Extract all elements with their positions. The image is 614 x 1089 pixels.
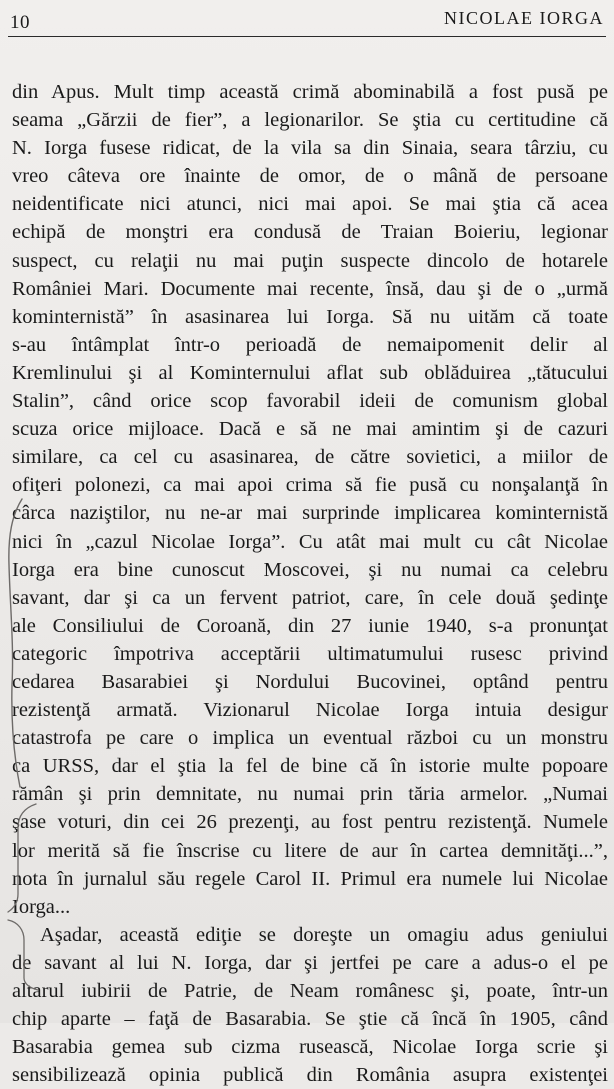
text-line: din Apus. Mult timp această crimă abominabilă a fost pusă pe (12, 81, 608, 103)
text-line: Aşadar, această ediţie se doreşte un omagiu adus geniului (40, 923, 608, 946)
text-line: suspect, cu relaţii nu mai puţin suspecte dincolo de hotarele (12, 249, 608, 272)
text-line: Iorga era bine cunoscut Moscovei, şi nu numai ca celebru (12, 558, 608, 581)
text-line: kominternistă” în asasinarea lui Iorga. Să nu uităm că toate (12, 305, 608, 328)
running-head: NICOLAE IORGA (444, 8, 604, 28)
text-line: şase voturi, din cei 26 prezenţi, au fost pentru rezistenţă. Numele (12, 811, 608, 834)
text-line: vreo câteva ore înainte de omor, de o mână de persoane (12, 165, 608, 188)
text-line: Stalin”, când orice scop favorabil ideii de comunism global (12, 390, 608, 413)
page-number: 10 (10, 12, 30, 33)
text-line: altarul iubirii de Patrie, de Neam românesc şi, poate, într-un (12, 980, 608, 1002)
text-line: ofiţeri polonezi, ca mai apoi crima să fie pusă cu nonşalanţă în (12, 474, 608, 497)
text-line: Iorga... (12, 895, 71, 918)
text-line: similare, ca cel cu asasinarea, de către sovietici, a miilor de (12, 446, 608, 469)
paragraph-2 (12, 921, 608, 1089)
text-line: s-au întâmplat într-o perioadă de nemaipomenit delir al (12, 333, 608, 356)
text-line: Kremlinului şi al Kominternului aflat sub oblăduirea „tătucului (12, 361, 608, 384)
text-line: României Mari. Documente mai recente, însă, dau şi de o „urmă (12, 277, 608, 300)
text-line: seama „Gărzii de fier”, a legionarilor. Se ştia cu certitudine că (12, 109, 608, 132)
text-line: savant, dar şi ca un fervent patriot, care, în cele două şedinţe (12, 586, 608, 609)
text-line: neidentificate nici atunci, nici mai apoi. Se mai ştia că acea (12, 193, 608, 216)
text-line: nota în jurnalul său regele Carol II. Primul era numele lui Nicolae (12, 867, 608, 890)
text-line: rezistenţă armată. Vizionarul Nicolae Iorga intuia desigur (12, 699, 608, 722)
text-line: scuza orice mijloace. Dacă e să ne mai amintim şi de cazuri (12, 418, 608, 441)
text-line: categoric împotriva acceptării ultimatumului rusesc privind (12, 642, 608, 665)
page-header (8, 6, 606, 37)
text-line: chip aparte – faţă de Basarabia. Se ştie că încă în 1905, când (12, 1008, 608, 1031)
text-line: de savant al lui N. Iorga, dar şi jertfei pe care a adus-o el pe (12, 951, 608, 974)
text-line: rămân şi prin demnitate, nu numai prin tăria armelor. „Numai (12, 783, 608, 806)
text-line: nici în „cazul Nicolae Iorga”. Cu atât mai mult cu cât Nicolae (12, 530, 608, 553)
text-line: cedarea Basarabiei şi Nordului Bucovinei, optând pentru (12, 670, 608, 693)
text-line: cârca naziştilor, nu ne-ar mai surprinde implicarea kominternistă (12, 502, 608, 525)
text-line: ale Consiliului de Coroană, din 27 iunie 1940, s-a pronunţat (12, 614, 608, 637)
text-line: N. Iorga fusese ridicat, de la vila sa din Sinaia, seara târziu, cu (12, 137, 608, 160)
body-text (12, 78, 608, 1089)
text-line: lor merită să fie înscrise cu litere de aur în cartea demnităţi...”, (12, 839, 608, 862)
text-line: catastrofa pe care o implica un eventual război cu un monstru (12, 727, 608, 750)
text-line: Basarabia gemea sub cizma rusească, Nicolae Iorga scrie şi (12, 1036, 608, 1059)
text-line: ca URSS, dar el ştia la fel de bine că în istorie multe popoare (12, 755, 608, 778)
text-line: echipă de monştri era condusă de Traian Boieriu, legionar (12, 221, 608, 244)
paragraph-1 (12, 78, 608, 921)
text-line: sensibilizează opinia publică din România asupra existenţei (12, 1064, 608, 1087)
